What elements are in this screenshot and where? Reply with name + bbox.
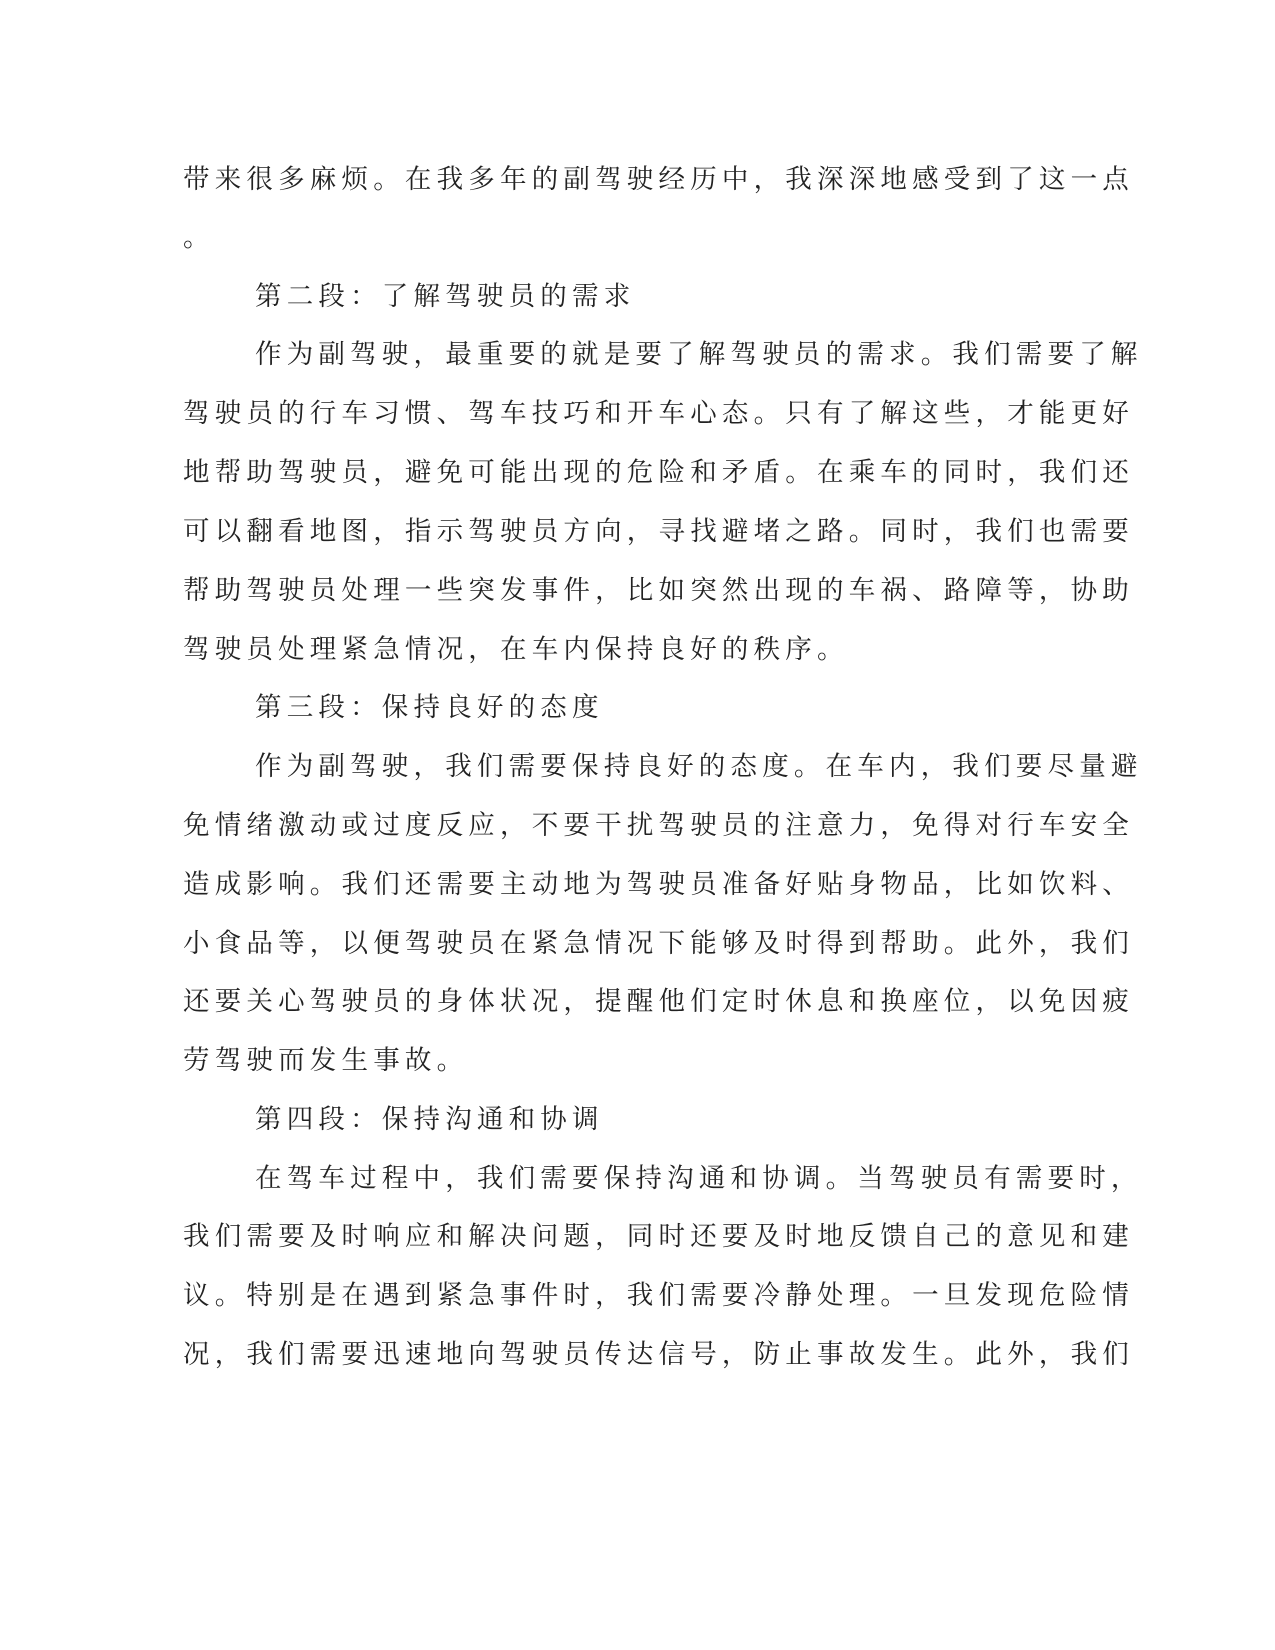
section-heading: 第二段：了解驾驶员的需求: [255, 281, 636, 312]
body-text-line: 地帮助驾驶员，避免可能出现的危险和矛盾。在乘车的同时，我们还: [183, 457, 1134, 488]
body-text-line: 作为副驾驶，我们需要保持良好的态度。在车内，我们要尽量避: [255, 751, 1143, 782]
body-text-line: 驾驶员的行车习惯、驾车技巧和开车心态。只有了解这些，才能更好: [183, 398, 1134, 429]
body-text-line: 造成影响。我们还需要主动地为驾驶员准备好贴身物品，比如饮料、: [183, 869, 1134, 900]
body-text-line: 。: [183, 222, 215, 253]
body-text-line: 带来很多麻烦。在我多年的副驾驶经历中，我深深地感受到了这一点: [183, 164, 1134, 195]
body-text-line: 在驾车过程中，我们需要保持沟通和协调。当驾驶员有需要时，: [255, 1163, 1143, 1194]
section-heading: 第三段：保持良好的态度: [255, 692, 604, 723]
body-text-line: 作为副驾驶，最重要的就是要了解驾驶员的需求。我们需要了解: [255, 339, 1143, 370]
body-text-line: 还要关心驾驶员的身体状况，提醒他们定时休息和换座位，以免因疲: [183, 986, 1134, 1017]
body-text-line: 况，我们需要迅速地向驾驶员传达信号，防止事故发生。此外，我们: [183, 1339, 1134, 1370]
body-text-line: 议。特别是在遇到紧急事件时，我们需要冷静处理。一旦发现危险情: [183, 1280, 1134, 1311]
section-heading: 第四段：保持沟通和协调: [255, 1104, 604, 1135]
body-text-line: 我们需要及时响应和解决问题，同时还要及时地反馈自己的意见和建: [183, 1221, 1134, 1252]
body-text-line: 可以翻看地图，指示驾驶员方向，寻找避堵之路。同时，我们也需要: [183, 516, 1134, 547]
body-text-line: 驾驶员处理紧急情况，在车内保持良好的秩序。: [183, 634, 849, 665]
body-text-line: 劳驾驶而发生事故。: [183, 1045, 469, 1076]
body-text-line: 小食品等，以便驾驶员在紧急情况下能够及时得到帮助。此外，我们: [183, 928, 1134, 959]
body-text-line: 免情绪激动或过度反应，不要干扰驾驶员的注意力，免得对行车安全: [183, 810, 1134, 841]
body-text-line: 帮助驾驶员处理一些突发事件，比如突然出现的车祸、路障等，协助: [183, 575, 1134, 606]
